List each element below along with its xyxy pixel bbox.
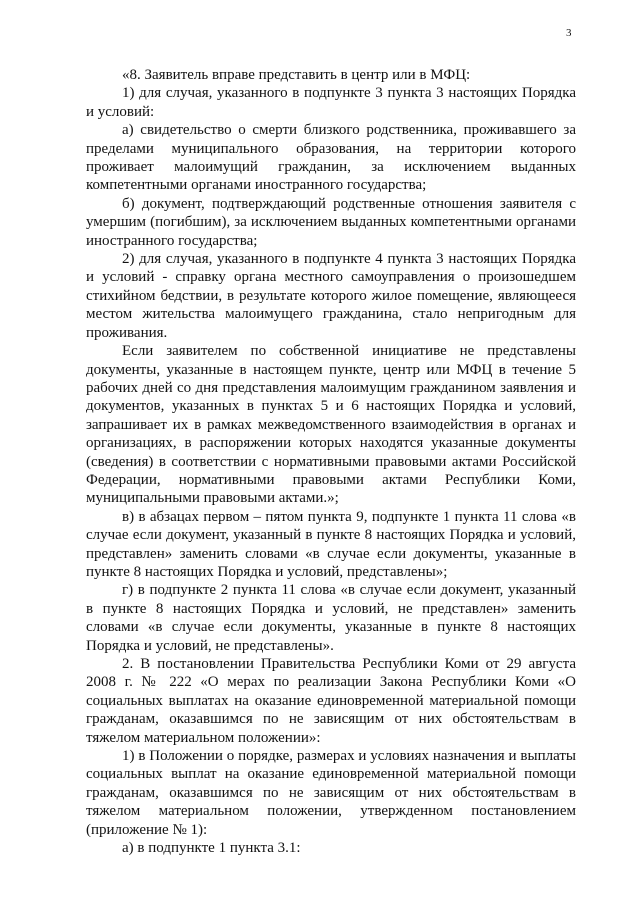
paragraph-item-v: в) в абзацах первом – пятом пункта 9, подпункте 1 пункта 11 слова «в случае если документ, указанный в пункте 8 настоящих Порядка и условий, представлен» заменить словами «в случае если документы, указанные в пункте 8 настоящих Порядка и условий, представлены»; xyxy=(86,508,576,580)
paragraph-section-2-item-1a: а) в подпункте 1 пункта 3.1: xyxy=(122,840,301,857)
page-number: 3 xyxy=(566,27,572,39)
document-body xyxy=(86,66,576,857)
paragraph-intro: «8. Заявитель вправе представить в центр или в МФЦ: xyxy=(122,67,471,83)
paragraph-interagency-request: Если заявителем по собственной инициативе не представлены документы, указанные в настоящем пункте, центр или МФЦ в течение 5 рабочих дней со дня представления малоимущим гражданином заявления и документов, указанных в пунктах 5 и 6 настоящих Порядка и условий, запрашивает их в рамках межведомственного взаимодействия в органах и организациях, в распоряжении которых находятся указанные документы (сведения) в соответствии с нормативными правовыми актами Российской Федерации, нормативными правовыми актами Республики Коми, муниципальными правовыми актами.»; xyxy=(86,343,576,507)
paragraph-item-1a: а) свидетельство о смерти близкого родственника, проживавшего за пределами муниципального образования, на территории которого проживает малоимущий гражданин, за исключением выданных компетентными органами иностранного государства; xyxy=(86,122,576,194)
paragraph-item-1: 1) для случая, указанного в подпункте 3 пункта 3 настоящих Порядка и условий: xyxy=(86,85,576,120)
paragraph-item-2: 2) для случая, указанного в подпункте 4 пункта 3 настоящих Порядка и условий - справку органа местного самоуправления о произошедшем стихийном бедствии, в результате которого жилое помещение, являющееся местом жительства малоимущего гражданина, стало непригодным для проживания. xyxy=(86,251,576,341)
paragraph-section-2-item-1: 1) в Положении о порядке, размерах и условиях назначения и выплаты социальных выплат на оказание единовременной материальной помощи гражданам, оказавшимся по не зависящим от них обстоятельствам в тяжелом материальном положении, утвержденном постановлением (приложение № 1): xyxy=(86,748,576,838)
paragraph-item-1b: б) документ, подтверждающий родственные отношения заявителя с умершим (погибшим), за исключением выданных компетентными органами иностранного государства; xyxy=(86,195,576,249)
paragraph-item-g: г) в подпункте 2 пункта 11 слова «в случае если документ, указанный в пункте 8 настоящих Порядка и условий, не представлен» заменить словами «в случае если документы, указанные в пункте 8 настоящих Порядка и условий, не представлены». xyxy=(86,582,576,654)
paragraph-section-2: 2. В постановлении Правительства Республики Коми от 29 августа 2008 г. № 222 «О мерах по реализации Закона Республики Коми «О социальных выплатах на оказание единовременной материальной помощи гражданам, оказавшимся по не зависящим от них обстоятельствам в тяжелом материальном положении»: xyxy=(86,656,576,746)
